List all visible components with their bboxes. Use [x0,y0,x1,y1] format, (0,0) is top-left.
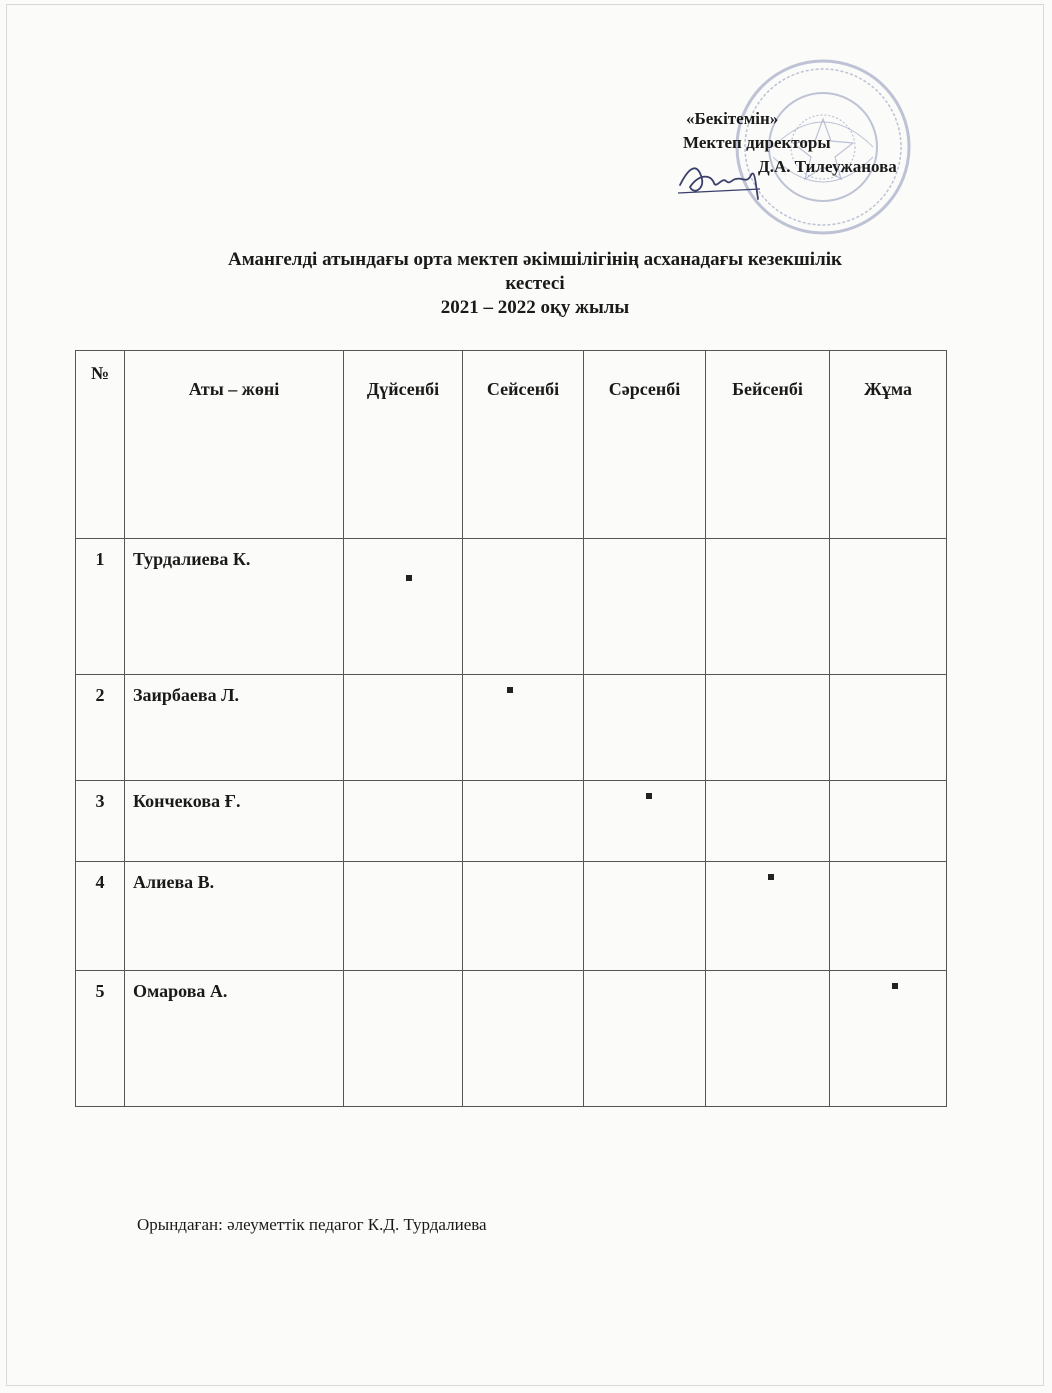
table-header-row [76,351,947,539]
duty-marker [507,687,513,693]
title-line-3: 2021 – 2022 оқу жылы [440,297,630,318]
table-row [76,862,947,971]
row-name: Алиева В. [125,862,344,971]
row-name: Турдалиева К. [125,539,344,675]
header-friday: Жұма [830,351,947,539]
title-line-2: кестесі [505,273,565,294]
header-wednesday: Сәрсенбі [584,351,706,539]
table-row [76,675,947,781]
duty-schedule-table [75,350,947,1107]
approval-director-name: Д.А. Тилеужанова [758,157,897,176]
row-name: Омарова А. [125,971,344,1107]
duty-cell [344,539,463,675]
director-signature [676,155,768,207]
duty-marker [406,575,412,581]
duty-marker [768,874,774,880]
duty-cell [584,781,706,862]
duty-cell [463,675,584,781]
row-name: Кончекова Ғ. [125,781,344,862]
duty-marker [646,793,652,799]
header-name: Аты – жөні [125,351,344,539]
row-number: 1 [76,539,125,675]
header-number: № [76,351,125,539]
header-thursday: Бейсенбі [706,351,830,539]
table-row [76,971,947,1107]
duty-marker [892,983,898,989]
row-number: 4 [76,862,125,971]
table-row [76,539,947,675]
title-line-1: Амангелді атындағы орта мектеп әкімшілігінің асханадағы кезекшілік [228,249,842,270]
header-monday: Дүйсенбі [344,351,463,539]
prepared-by: Орындаған: әлеуметтік педагог К.Д. Турдалиева [137,1215,487,1234]
header-tuesday: Сейсенбі [463,351,584,539]
document-title [70,248,1000,320]
row-name: Заирбаева Л. [125,675,344,781]
approval-heading: «Бекітемін» [686,109,779,128]
duty-cell [830,971,947,1107]
row-number: 2 [76,675,125,781]
row-number: 3 [76,781,125,862]
duty-cell [706,862,830,971]
approval-position: Мектеп директоры [683,133,831,152]
row-number: 5 [76,971,125,1107]
table-row [76,781,947,862]
